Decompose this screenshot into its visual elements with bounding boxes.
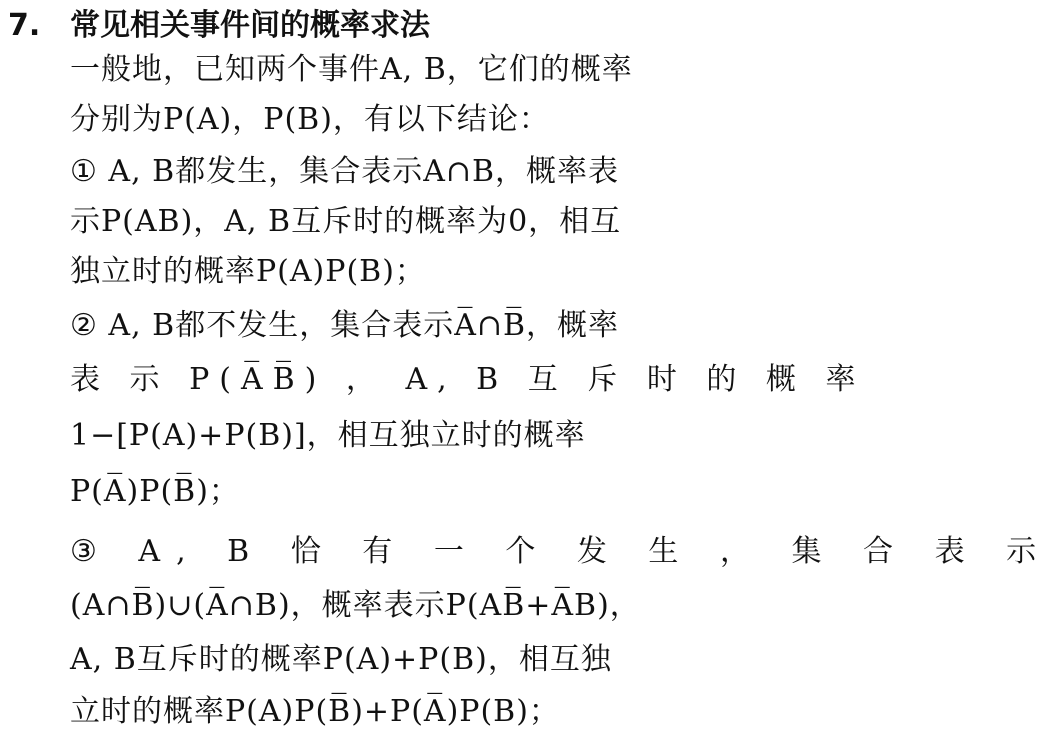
section-number: 7. [8,8,41,43]
section-title: 常见相关事件间的概率求法 [70,8,430,43]
conclusion-2-line-3: 1−[P(A)+P(B)]，相互独立时的概率 [70,418,586,453]
paragraph-line-2: 分别为P(A)，P(B)，有以下结论： [70,102,550,137]
conclusion-3-line-3: A, B互斥时的概率P(A)+P(B)，相互独 [70,642,612,677]
conclusion-2-line-2: 表 示 P(A̅B̅) ， A, B 互 斥 时 的 概 率 [70,362,866,397]
conclusion-1-line-1: ① A, B都发生，集合表示A∩B，概率表 [70,154,620,189]
conclusion-3-line-1: ③ A, B 恰 有 一 个 发 生 ， 集 合 表 示 [70,534,1052,569]
conclusion-3-line-4: 立时的概率P(A)P(B̅)+P(A̅)P(B)； [70,694,560,729]
section-heading [8,4,430,48]
conclusion-1-line-3: 独立时的概率P(A)P(B)； [70,254,426,289]
conclusion-2-line-1: ② A, B都不发生，集合表示A̅∩B̅，概率 [70,308,620,343]
conclusion-3-line-2: (A∩B̅)∪(A̅∩B)，概率表示P(AB̅+A̅B)， [70,588,641,623]
conclusion-2-line-4: P(A̅)P(B̅)； [70,474,240,509]
conclusion-1-line-2: 示P(AB)，A, B互斥时的概率为0，相互 [70,204,622,239]
paragraph-line-1: 一般地，已知两个事件A, B，它们的概率 [70,52,633,87]
